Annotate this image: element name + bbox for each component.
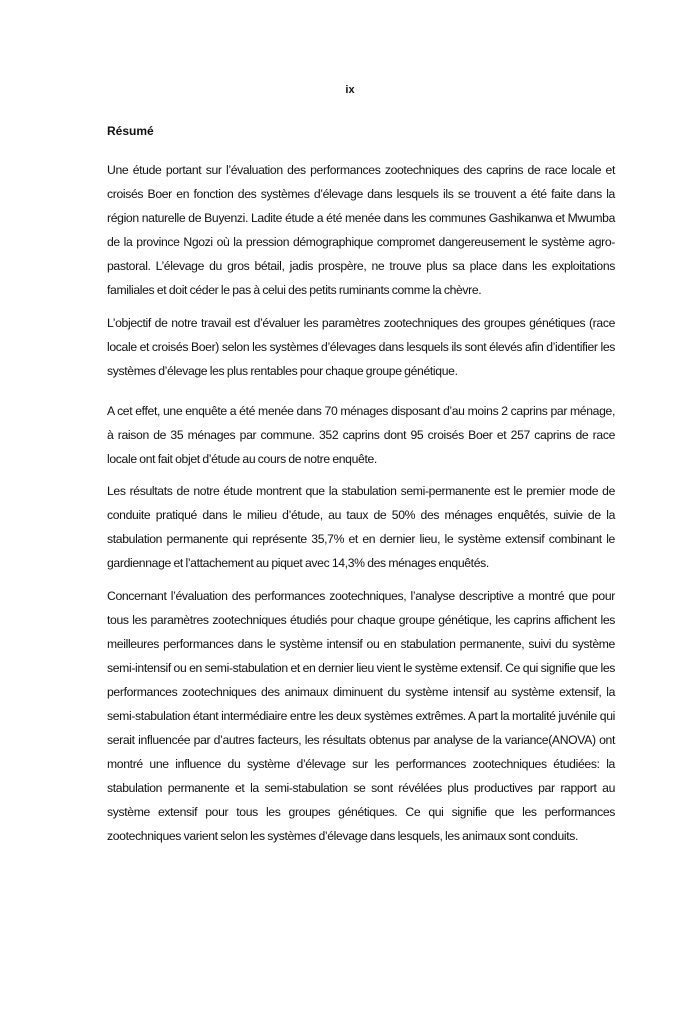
page-number: ix [345,84,355,96]
paragraph-5: Concernant l’évaluation des performances zootechniques, l’analyse descriptive a montré que pour tous les paramètres zootechniques étudiés pour chaque groupe génétique, les caprins affichent les meilleures performances dans le système intensif ou en stabulation permanente, suivi du système semi-intensif ou en semi-stabulation et en dernier lieu vient le système extensif. Ce qui signifie que les performances zootechniques des animaux diminuent du système intensif au système extensif, la semi-stabulation étant intermédiaire entre les deux systèmes extrêmes. A part la mortalité juvénile qui serait influencée par d’autres facteurs, les résultats obtenus par analyse de la variance(ANOVA) ont montré une influence du système d’élevage sur les performances zootechniques étudiées: la stabulation permanente et la semi-stabulation se sont révélées plus productives par rapport au système extensif pour tous les groupes génétiques. Ce qui signifie que les performances zootechniques varient selon les systèmes d’élevage dans lesquels, les animaux sont conduits. [107,588,615,844]
paragraph-4: Les résultats de notre étude montrent que la stabulation semi-permanente est le premier mode de conduite pratiqué dans le milieu d’étude, au taux de 50% des ménages enquêtés, suivie de la stabulation permanente qui représente 35,7% et en dernier lieu, le système extensif combinant le gardiennage et l’attachement au piquet avec 14,3% des ménages enquêtés. [107,484,615,571]
abstract-body [107,158,615,857]
section-heading: Résumé [107,124,154,138]
paragraph-1: Une étude portant sur l’évaluation des performances zootechniques des caprins de race locale et croisés Boer en fonction des systèmes d’élevage dans lesquels ils se trouvent a été faite dans la région naturelle de Buyenzi. Ladite étude a été menée dans les communes Gashikanwa et Mwumba de la province Ngozi où la pression démographique compromet dangereusement le système agro-pastoral. L’élevage du gros bétail, jadis prospère, ne trouve plus sa place dans les exploitations familiales et doit céder le pas à celui des petits ruminants comme la chèvre. [107,163,615,298]
paragraph-2: L’objectif de notre travail est d’évaluer les paramètres zootechniques des groupes génétiques (race locale et croisés Boer) selon les systèmes d’élevages dans lesquels ils sont élevés afin d’identifier les systèmes d’élevage les plus rentables pour chaque groupe génétique. [107,315,615,378]
paragraph-3: A cet effet, une enquête a été menée dans 70 ménages disposant d’au moins 2 caprins par ménage, à raison de 35 ménages par commune. 352 caprins dont 95 croisés Boer et 257 caprins de race locale ont fait objet d’étude au cours de notre enquête. [107,403,615,467]
